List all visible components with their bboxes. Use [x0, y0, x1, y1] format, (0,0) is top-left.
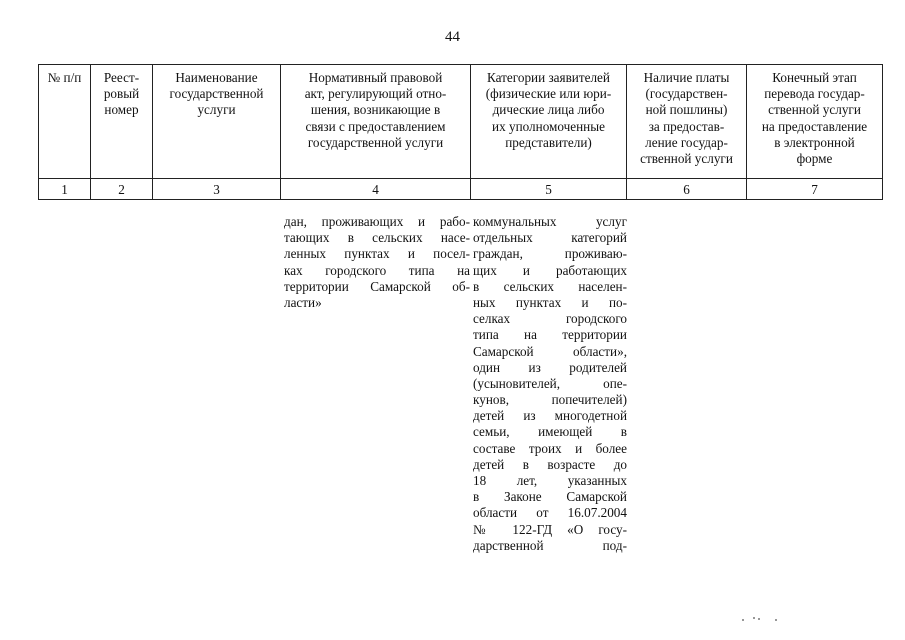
header-service-name — [153, 65, 281, 179]
column-number-6: 6 — [627, 179, 747, 200]
header-line: Наличие платы — [643, 70, 730, 85]
header-line: акт, регулирующий отно- — [304, 86, 447, 102]
text-line: ных пунктах и по- — [473, 294, 627, 310]
page-number: 44 — [445, 29, 460, 45]
header-line: государственной услуги — [307, 134, 444, 150]
text-line: Самарской области», — [473, 343, 627, 359]
text-line: детей из многодетной — [473, 408, 627, 424]
header-line: связи с предоставлением — [305, 118, 446, 134]
header-line: форме — [796, 151, 833, 167]
header-line: ровый — [103, 86, 140, 102]
text-line: отдельных категорий — [473, 230, 627, 246]
header-line: государственной — [169, 86, 264, 102]
column-number-2: 2 — [91, 179, 153, 200]
header-line: их уполномоченные — [492, 118, 605, 134]
column-number-row — [39, 179, 883, 200]
text-line: детей в возрасте до — [473, 456, 627, 472]
header-line: услуги — [197, 102, 236, 118]
services-table-header — [38, 64, 883, 200]
text-line: 18 лет, указанных — [473, 473, 627, 488]
text-line: типа на территории — [473, 327, 627, 343]
header-line: Реест- — [103, 70, 140, 85]
header-line: ственной услуги — [640, 151, 733, 167]
column-header-row — [39, 65, 883, 179]
text-line: граждан, проживаю- — [473, 246, 627, 262]
header-fee — [627, 65, 747, 179]
header-line: перевода государ- — [764, 86, 865, 102]
text-line: тающих в сельских насе- — [284, 230, 470, 246]
header-line: Нормативный правовой — [308, 70, 443, 85]
legal-act-continuation-text — [284, 214, 470, 311]
text-line: (усыновителей, опе- — [473, 375, 627, 391]
header-line: на предоставление — [761, 118, 868, 134]
header-line: Наименование — [175, 70, 258, 85]
header-line: № п/п — [47, 70, 82, 85]
header-line: дические лица либо — [492, 102, 605, 118]
header-line: Категории заявителей — [487, 70, 610, 85]
text-line: территории Самарской об- — [284, 278, 470, 294]
header-line: (государствен- — [645, 86, 728, 102]
header-registry-number — [91, 65, 153, 179]
header-number — [39, 65, 91, 179]
header-applicant-categories — [471, 65, 627, 179]
column-number-1: 1 — [39, 179, 91, 200]
text-line: семьи, имеющей в — [473, 424, 627, 440]
header-line: в электронной — [774, 134, 855, 150]
applicant-categories-continuation-text — [473, 214, 627, 554]
header-line: ственной услуги — [768, 102, 861, 118]
text-line: один из родителей — [473, 359, 627, 375]
text-line: кунов, попечителей) — [473, 392, 627, 408]
text-line: в сельских населен- — [473, 278, 627, 294]
scan-specks — [742, 616, 782, 622]
text-line: дан, проживающих и рабо- — [284, 214, 470, 229]
header-line: за предостав- — [648, 118, 725, 134]
header-line: шения, возникающие в — [310, 102, 441, 118]
header-line: представители) — [505, 134, 592, 150]
text-line: щих и работающих — [473, 262, 627, 278]
header-line: ной пошлины) — [645, 102, 728, 118]
header-line: номер — [104, 102, 139, 118]
column-number-5: 5 — [471, 179, 627, 200]
header-legal-act — [281, 65, 471, 179]
text-line: составе троих и более — [473, 440, 627, 456]
text-line: ках городского типа на — [284, 262, 470, 278]
text-line: селках городского — [473, 311, 627, 327]
column-number-7: 7 — [747, 179, 883, 200]
text-line: ленных пунктах и посел- — [284, 246, 470, 262]
column-number-3: 3 — [153, 179, 281, 200]
text-line: № 122-ГД «О госу- — [473, 521, 627, 537]
text-line: области от 16.07.2004 — [473, 505, 627, 521]
text-line: дарственной под- — [473, 537, 627, 553]
header-final-stage — [747, 65, 883, 179]
header-line: Конечный этап — [772, 70, 857, 85]
header-line: (физические или юри- — [485, 86, 612, 102]
column-number-4: 4 — [281, 179, 471, 200]
text-line: ласти» — [284, 294, 322, 310]
header-line: ление государ- — [645, 134, 728, 150]
text-line: коммунальных услуг — [473, 214, 627, 229]
text-line: в Законе Самарской — [473, 489, 627, 505]
